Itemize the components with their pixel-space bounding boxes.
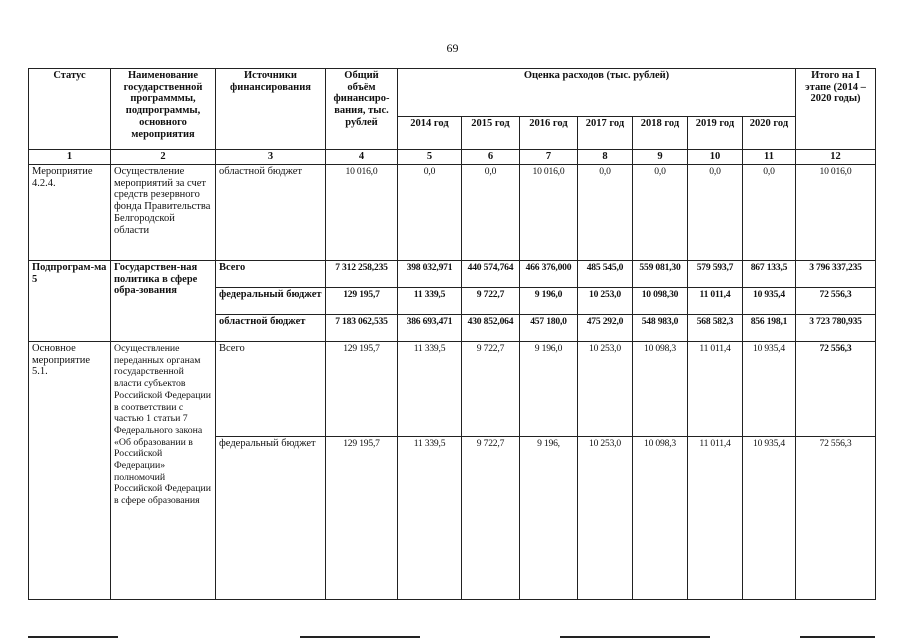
row-value: 559 081,30 bbox=[633, 261, 688, 288]
row-source: Всего bbox=[216, 342, 326, 437]
row-value: 568 582,3 bbox=[688, 315, 743, 342]
header-year: 2017 год bbox=[578, 117, 633, 150]
header-stage-total: Итого на I этапе (2014 – 2020 годы) bbox=[796, 69, 876, 150]
row-value: 11 011,4 bbox=[688, 288, 743, 315]
row-value: 11 339,5 bbox=[398, 437, 462, 600]
row-value: 867 133,5 bbox=[743, 261, 796, 288]
column-number: 4 bbox=[326, 150, 398, 165]
header-year: 2020 год bbox=[743, 117, 796, 150]
budget-table bbox=[28, 68, 876, 600]
table-row bbox=[29, 165, 876, 261]
header-total: Общий объём финансиро-вания, тыс. рублей bbox=[326, 69, 398, 150]
row-value: 10 016,0 bbox=[520, 165, 578, 261]
column-number: 10 bbox=[688, 150, 743, 165]
row-value: 10 098,3 bbox=[633, 437, 688, 600]
row-value: 0,0 bbox=[398, 165, 462, 261]
header-year: 2014 год bbox=[398, 117, 462, 150]
row-name: Осуществление мероприятий за счет средств резервного фонда Правительства Белгородской области bbox=[111, 165, 216, 261]
row-value: 129 195,7 bbox=[326, 437, 398, 600]
row-source: областной бюджет bbox=[216, 315, 326, 342]
row-value: 856 198,1 bbox=[743, 315, 796, 342]
row-value: 11 339,5 bbox=[398, 342, 462, 437]
row-value: 0,0 bbox=[578, 165, 633, 261]
row-source: Всего bbox=[216, 261, 326, 288]
row-value: 9 196,0 bbox=[520, 288, 578, 315]
row-name: Осуществление переданных органам государственной власти субъектов Российской Федерации в соответствии с частью 1 статьи 7 Федерального закона «Об образовании в Российской Федерации» полномочий Российской Федерации в сфере образования bbox=[111, 342, 216, 600]
column-number: 2 bbox=[111, 150, 216, 165]
row-value: 72 556,3 bbox=[796, 437, 876, 600]
header-status: Статус bbox=[29, 69, 111, 150]
row-value: 10 098,30 bbox=[633, 288, 688, 315]
row-value: 3 796 337,235 bbox=[796, 261, 876, 288]
row-value: 9 722,7 bbox=[462, 288, 520, 315]
row-value: 10 935,4 bbox=[743, 437, 796, 600]
column-number: 7 bbox=[520, 150, 578, 165]
row-value: 10 253,0 bbox=[578, 342, 633, 437]
row-source: федеральный бюджет bbox=[216, 437, 326, 600]
row-value: 10 253,0 bbox=[578, 437, 633, 600]
row-source: областной бюджет bbox=[216, 165, 326, 261]
table-row bbox=[29, 342, 876, 437]
row-value: 9 196, bbox=[520, 437, 578, 600]
header-year: 2018 год bbox=[633, 117, 688, 150]
header-year: 2016 год bbox=[520, 117, 578, 150]
column-number: 8 bbox=[578, 150, 633, 165]
row-value: 10 016,0 bbox=[796, 165, 876, 261]
row-value: 0,0 bbox=[688, 165, 743, 261]
row-value: 0,0 bbox=[743, 165, 796, 261]
column-number: 1 bbox=[29, 150, 111, 165]
column-number: 3 bbox=[216, 150, 326, 165]
divider bbox=[300, 636, 420, 638]
row-value: 9 722,7 bbox=[462, 342, 520, 437]
row-value: 129 195,7 bbox=[326, 342, 398, 437]
row-value: 10 935,4 bbox=[743, 288, 796, 315]
row-value: 10 016,0 bbox=[326, 165, 398, 261]
header-estimate: Оценка расходов (тыс. рублей) bbox=[398, 69, 796, 117]
row-value: 7 312 258,235 bbox=[326, 261, 398, 288]
row-value: 72 556,3 bbox=[796, 342, 876, 437]
row-value: 11 011,4 bbox=[688, 437, 743, 600]
column-number: 9 bbox=[633, 150, 688, 165]
row-value: 466 376,000 bbox=[520, 261, 578, 288]
column-number: 12 bbox=[796, 150, 876, 165]
row-value: 129 195,7 bbox=[326, 288, 398, 315]
divider bbox=[560, 636, 710, 638]
row-value: 72 556,3 bbox=[796, 288, 876, 315]
row-status: Подпрограм-ма 5 bbox=[29, 261, 111, 342]
row-value: 11 011,4 bbox=[688, 342, 743, 437]
row-value: 430 852,064 bbox=[462, 315, 520, 342]
row-value: 386 693,471 bbox=[398, 315, 462, 342]
row-value: 3 723 780,935 bbox=[796, 315, 876, 342]
row-value: 7 183 062,535 bbox=[326, 315, 398, 342]
row-value: 457 180,0 bbox=[520, 315, 578, 342]
row-value: 11 339,5 bbox=[398, 288, 462, 315]
column-number: 6 bbox=[462, 150, 520, 165]
header-year: 2015 год bbox=[462, 117, 520, 150]
row-name: Государствен-ная политика в сфере обра-зования bbox=[111, 261, 216, 342]
row-status: Мероприятие 4.2.4. bbox=[29, 165, 111, 261]
row-value: 485 545,0 bbox=[578, 261, 633, 288]
row-value: 0,0 bbox=[462, 165, 520, 261]
page-number: 69 bbox=[446, 41, 459, 55]
header-name: Наименование государственной программмы, подпрограммы, основного мероприятия bbox=[111, 69, 216, 150]
row-value: 579 593,7 bbox=[688, 261, 743, 288]
row-value: 398 032,971 bbox=[398, 261, 462, 288]
row-value: 0,0 bbox=[633, 165, 688, 261]
column-number: 5 bbox=[398, 150, 462, 165]
row-value: 475 292,0 bbox=[578, 315, 633, 342]
page-bottom-edge bbox=[0, 636, 905, 638]
row-value: 10 935,4 bbox=[743, 342, 796, 437]
row-status: Основное мероприятие 5.1. bbox=[29, 342, 111, 600]
row-value: 10 253,0 bbox=[578, 288, 633, 315]
divider bbox=[28, 636, 118, 638]
row-source: федеральный бюджет bbox=[216, 288, 326, 315]
column-numbers-row bbox=[29, 150, 876, 165]
divider bbox=[800, 636, 875, 638]
row-value: 9 196,0 bbox=[520, 342, 578, 437]
row-value: 9 722,7 bbox=[462, 437, 520, 600]
row-value: 440 574,764 bbox=[462, 261, 520, 288]
row-value: 548 983,0 bbox=[633, 315, 688, 342]
header-sources: Источники финансирования bbox=[216, 69, 326, 150]
column-number: 11 bbox=[743, 150, 796, 165]
header-year: 2019 год bbox=[688, 117, 743, 150]
row-value: 10 098,3 bbox=[633, 342, 688, 437]
table-row bbox=[29, 261, 876, 288]
